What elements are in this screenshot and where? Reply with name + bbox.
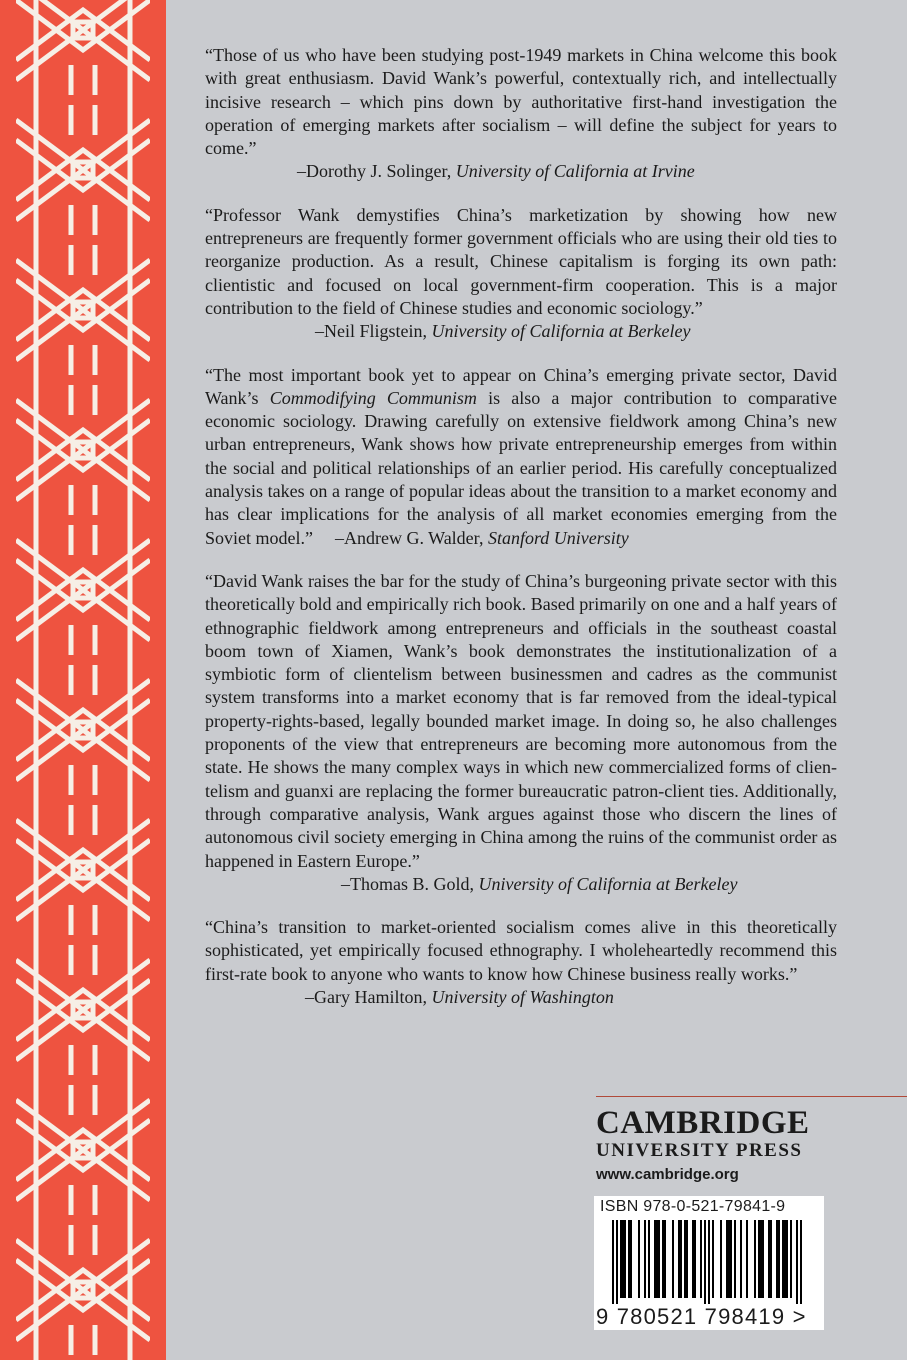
review-text: “Professor Wank demystifies China’s marketization by showing how new entrepreneurs are frequently former government officials who are using their old ties to reorganize production. As a result, Chinese capitalism is forging its own path: clientistic and focused on local government-firm cooperation. This is a major contribution to the field of Chinese studies and economic sociology.” (205, 204, 837, 318)
barcode-bar (728, 1220, 730, 1298)
barcode-bar (776, 1220, 778, 1298)
review-attribution (205, 320, 837, 343)
lattice-stroke (71, 805, 95, 835)
barcode-bar (790, 1220, 792, 1298)
review-quote (205, 364, 837, 550)
lattice-stroke (71, 485, 95, 515)
barcode-bar (638, 1220, 640, 1298)
barcode-bar (656, 1220, 658, 1298)
review-quote (205, 916, 837, 1009)
book-title: Commodifying Communism (269, 387, 477, 408)
barcode-bars (600, 1220, 818, 1304)
review-author: –Thomas B. Gold, (341, 873, 474, 894)
barcode-bar (612, 1220, 614, 1304)
review-affiliation: University of California at Irvine (455, 161, 695, 182)
lattice-tile (16, 240, 150, 380)
publisher-divider (596, 1096, 907, 1097)
barcode-bar (692, 1220, 694, 1298)
barcode-bar (740, 1220, 742, 1298)
lattice-stroke (71, 345, 95, 375)
barcode-bar (678, 1220, 680, 1298)
barcode-bar (760, 1220, 762, 1298)
lattice-stroke (71, 625, 95, 655)
barcode-bar (680, 1220, 682, 1298)
barcode-bar (704, 1220, 706, 1304)
review-text: “China’s transition to market-oriented socialism comes alive in this theoretically sophisticated, yet empirically focused ethnography. I wholeheartedly recommend this first-rate book to anyone who wants to know how Chinese business really works.” (205, 917, 837, 984)
barcode-bar (644, 1220, 646, 1298)
review-text: is also a major contribution to comparative economic sociology. Drawing carefully on extensive fieldwork among China’s new urban entrepreneurs, Wank shows how private entrepreneurship emerges from within the social and political relationships of an earlier period. His carefully conceptualized analysis takes on a range of popular ideas about the transition to a market economy and has clear implications for the analysis of all market economies emerging from the Soviet model.” (205, 387, 838, 548)
barcode-bar (684, 1220, 686, 1298)
barcode-bar (662, 1220, 664, 1298)
lattice-stroke (71, 945, 95, 975)
review-affiliation: Stanford University (487, 527, 629, 548)
barcode-bar (800, 1220, 802, 1304)
barcode-bar (784, 1220, 786, 1298)
barcode-bar (664, 1220, 666, 1298)
barcode-bar (628, 1220, 630, 1298)
publisher-subtitle: UNIVERSITY PRESS (596, 1140, 803, 1161)
lattice-tile (16, 660, 150, 800)
lattice-tile (16, 0, 150, 100)
review-text: “The most important book yet to appear on China’s emerging private sector, David Wank’s (205, 364, 837, 408)
barcode-bar (672, 1220, 674, 1298)
barcode-bar (768, 1220, 770, 1298)
review-text: “David Wank raises the bar for the study of China’s burgeoning private sector with this theoretically bold and empirically rich book. Based primarily on one and a half years of ethnographic fieldwork among entrepreneurs and officials in the southeast coastal boom town of Xiamen, Wank’s book demonstrates the institutionalization of a symbiotic form of clientelism between businessmen and cadres as the communist system transforms into a market economy that is far removed from the ideal-typical property-rights-based, legally bounded market image. In doing so, he also challenges proponents of the view that entrepreneurs are becoming more autonomous from the state. He shows the many complex ways in which new commercialized forms of clientelism and guanxi are replacing the former bureaucratic patron-client ties. Additionally, through comparative analysis, Wank argues against those who discern the lines of autonomous civil society emerging in China among the ruins of the communist order as happened in Eastern Europe.” (205, 570, 837, 871)
publisher-logo (596, 1106, 836, 1186)
barcode-bar (712, 1220, 714, 1298)
lattice-stroke (71, 1045, 95, 1075)
barcode-bar (786, 1220, 788, 1298)
lattice-tile (16, 380, 150, 520)
review-text: “Those of us who have been studying post-1949 markets in China welcome this book with great enthusiasm. David Wank’s powerful, contextually rich, and intellectually incisive research – which pins down by authoritative first-hand investigation the operation of emerging markets after socialism – will define the subject for years to come.” (205, 45, 837, 159)
barcode-digits: 9 780521 798419 > (596, 1304, 807, 1329)
barcode-bar (686, 1220, 688, 1298)
lattice-stroke (71, 665, 95, 695)
review-author: –Neil Fligstein, (315, 321, 427, 342)
lattice-tile (16, 100, 150, 240)
barcode-bar (658, 1220, 660, 1298)
review-attribution (205, 986, 837, 1009)
barcode-bar (620, 1220, 622, 1298)
barcode-bar (746, 1220, 748, 1298)
barcode-bar (770, 1220, 772, 1298)
decorative-lattice-border (0, 0, 166, 1360)
lattice-stroke (71, 105, 95, 135)
barcode-bar (796, 1220, 798, 1304)
barcode-bar (720, 1220, 722, 1298)
lattice-tile (16, 1220, 150, 1360)
barcode-bar (700, 1220, 702, 1298)
barcode-bar (730, 1220, 732, 1298)
review-quote (205, 204, 837, 344)
isbn-barcode (594, 1196, 824, 1330)
lattice-stroke (71, 765, 95, 795)
lattice-stroke (71, 385, 95, 415)
barcode-bar (616, 1220, 618, 1304)
reviews-column (205, 44, 837, 1029)
barcode-bar (726, 1220, 728, 1298)
review-affiliation: University of California at Berkeley (478, 873, 738, 894)
lattice-stroke (71, 65, 95, 95)
lattice-tile (16, 940, 150, 1080)
barcode-bar (708, 1220, 710, 1304)
barcode-bar (754, 1220, 756, 1298)
lattice-stroke (71, 905, 95, 935)
lattice-tile (16, 1080, 150, 1220)
publisher-name: CAMBRIDGE (596, 1105, 810, 1141)
lattice-stroke (71, 205, 95, 235)
barcode-bar (778, 1220, 780, 1298)
barcode-bar (762, 1220, 764, 1298)
review-author: –Andrew G. Walder, (334, 527, 484, 548)
lattice-stroke (71, 1225, 95, 1255)
review-author: –Dorothy J. Solinger, (297, 161, 452, 182)
barcode-bar (782, 1220, 784, 1298)
review-affiliation: University of Washington (431, 986, 614, 1007)
lattice-stroke (71, 1325, 95, 1355)
barcode-bar (734, 1220, 736, 1298)
publisher-url: www.cambridge.org (596, 1166, 739, 1183)
review-attribution (205, 160, 837, 183)
lattice-stroke (71, 1185, 95, 1215)
barcode-bar (622, 1220, 624, 1298)
lattice-tile (16, 800, 150, 940)
lattice-stroke (71, 245, 95, 275)
barcode-bar (648, 1220, 650, 1298)
review-attribution (205, 873, 837, 896)
review-quote (205, 44, 837, 184)
barcode-bar (624, 1220, 626, 1298)
barcode-bar (654, 1220, 656, 1298)
review-quote (205, 570, 837, 896)
barcode-bar (630, 1220, 632, 1298)
review-author: –Gary Hamilton, (305, 986, 427, 1007)
barcode-bar (758, 1220, 760, 1298)
lattice-stroke (71, 525, 95, 555)
isbn-label: ISBN 978-0-521-79841-9 (600, 1198, 786, 1215)
lattice-pattern (16, 0, 150, 1360)
barcode-bar (694, 1220, 696, 1298)
review-attribution (313, 528, 629, 548)
lattice-tile (16, 520, 150, 660)
lattice-stroke (71, 1085, 95, 1115)
review-affiliation: University of California at Berkeley (431, 321, 691, 342)
